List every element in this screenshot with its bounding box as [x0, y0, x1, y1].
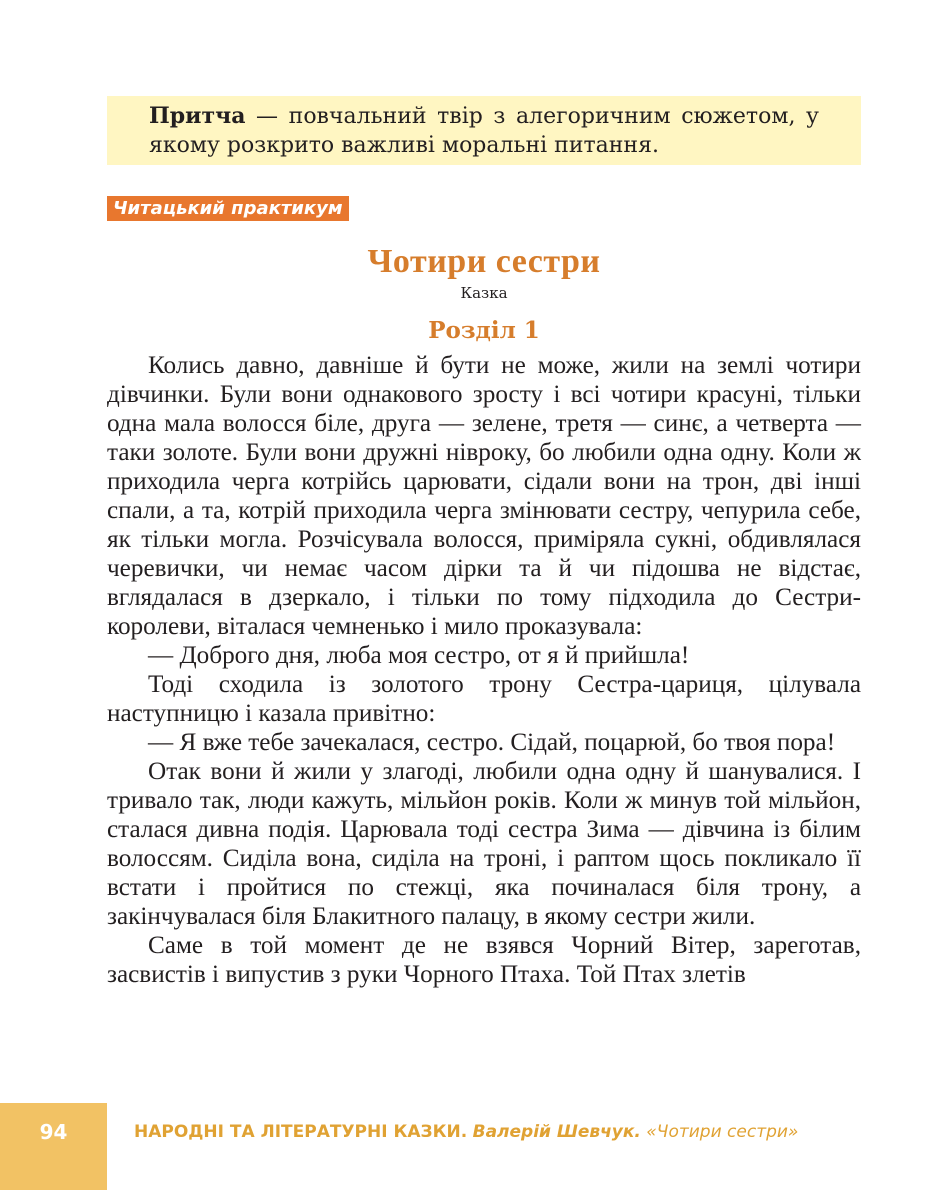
definition-text: — повчальний твір з алегоричним сюжетом, у якому розкрито важливі моральні питання. [149, 104, 819, 158]
definition-box [107, 96, 861, 165]
running-header-work: «Чотири сестри» [646, 1122, 799, 1142]
chapter-title: Розділ 1 [428, 317, 540, 344]
story-genre: Казка [460, 284, 508, 302]
running-header-section: НАРОДНІ ТА ЛІТЕРАТУРНІ КАЗКИ. [134, 1122, 468, 1142]
story-title: Чотири сестри [367, 243, 601, 280]
story-paragraph: Тоді сходила із золотого трону Сестра-цариця, цілувала наступницю і казала привітно: [107, 671, 861, 727]
section-label: Читацький практикум [107, 196, 349, 221]
definition-term: Притча [149, 103, 246, 129]
page-number: 94 [39, 1120, 68, 1144]
page-number-box [0, 1103, 107, 1190]
story-body [107, 351, 861, 989]
page-footer [0, 1103, 935, 1190]
story-paragraph: — Я вже тебе зачекалася, сестро. Сідай, поцарюй, бо твоя пора! [148, 729, 836, 756]
running-header [134, 1119, 798, 1145]
story-paragraph: — Доброго дня, люба моя сестро, от я й прийшла! [148, 642, 690, 669]
running-header-author: Валерій Шевчук. [472, 1122, 641, 1142]
story-paragraph: Саме в той момент де не взявся Чорний Вітер, зареготав, засвистів і випустив з руки Чорного Птаха. Той Птах злетів [107, 932, 861, 988]
story-paragraph: Колись давно, давніше й бути не може, жили на землі чотири дівчинки. Були вони однакового зросту і всі чотири красуні, тільки одна мала волосся біле, друга — зелене, третя — синє, а четверта — таки золоте. Були вони дружні нівроку, бо любили одна одну. Коли ж приходила черга котрійсь царювати, сідали вони на трон, дві інші спали, а та, котрій приходила черга змінювати сестру, чепурила себе, як тільки могла. Розчісувала волосся, приміряла сукні, обдивлялася черевички, чи немає часом дірки та й чи підошва не відстає, вглядалася в дзеркало, і тільки по тому підходила до Сестри-королеви, віталася чемненько і мило проказувала: [107, 352, 861, 640]
story-paragraph: Отак вони й жили у злагоді, любили одна одну й шанувалися. І тривало так, люди кажуть, мільйон років. Коли ж минув той мільйон, сталася дивна подія. Царювала тоді сестра Зима — дівчина із білим волоссям. Сиділа вона, сиділа на троні, і раптом щось покликало її встати і пройтися по стежці, яка починалася біля трону, а закінчувалася біля Блакитного палацу, в якому сестри жили. [107, 758, 861, 930]
